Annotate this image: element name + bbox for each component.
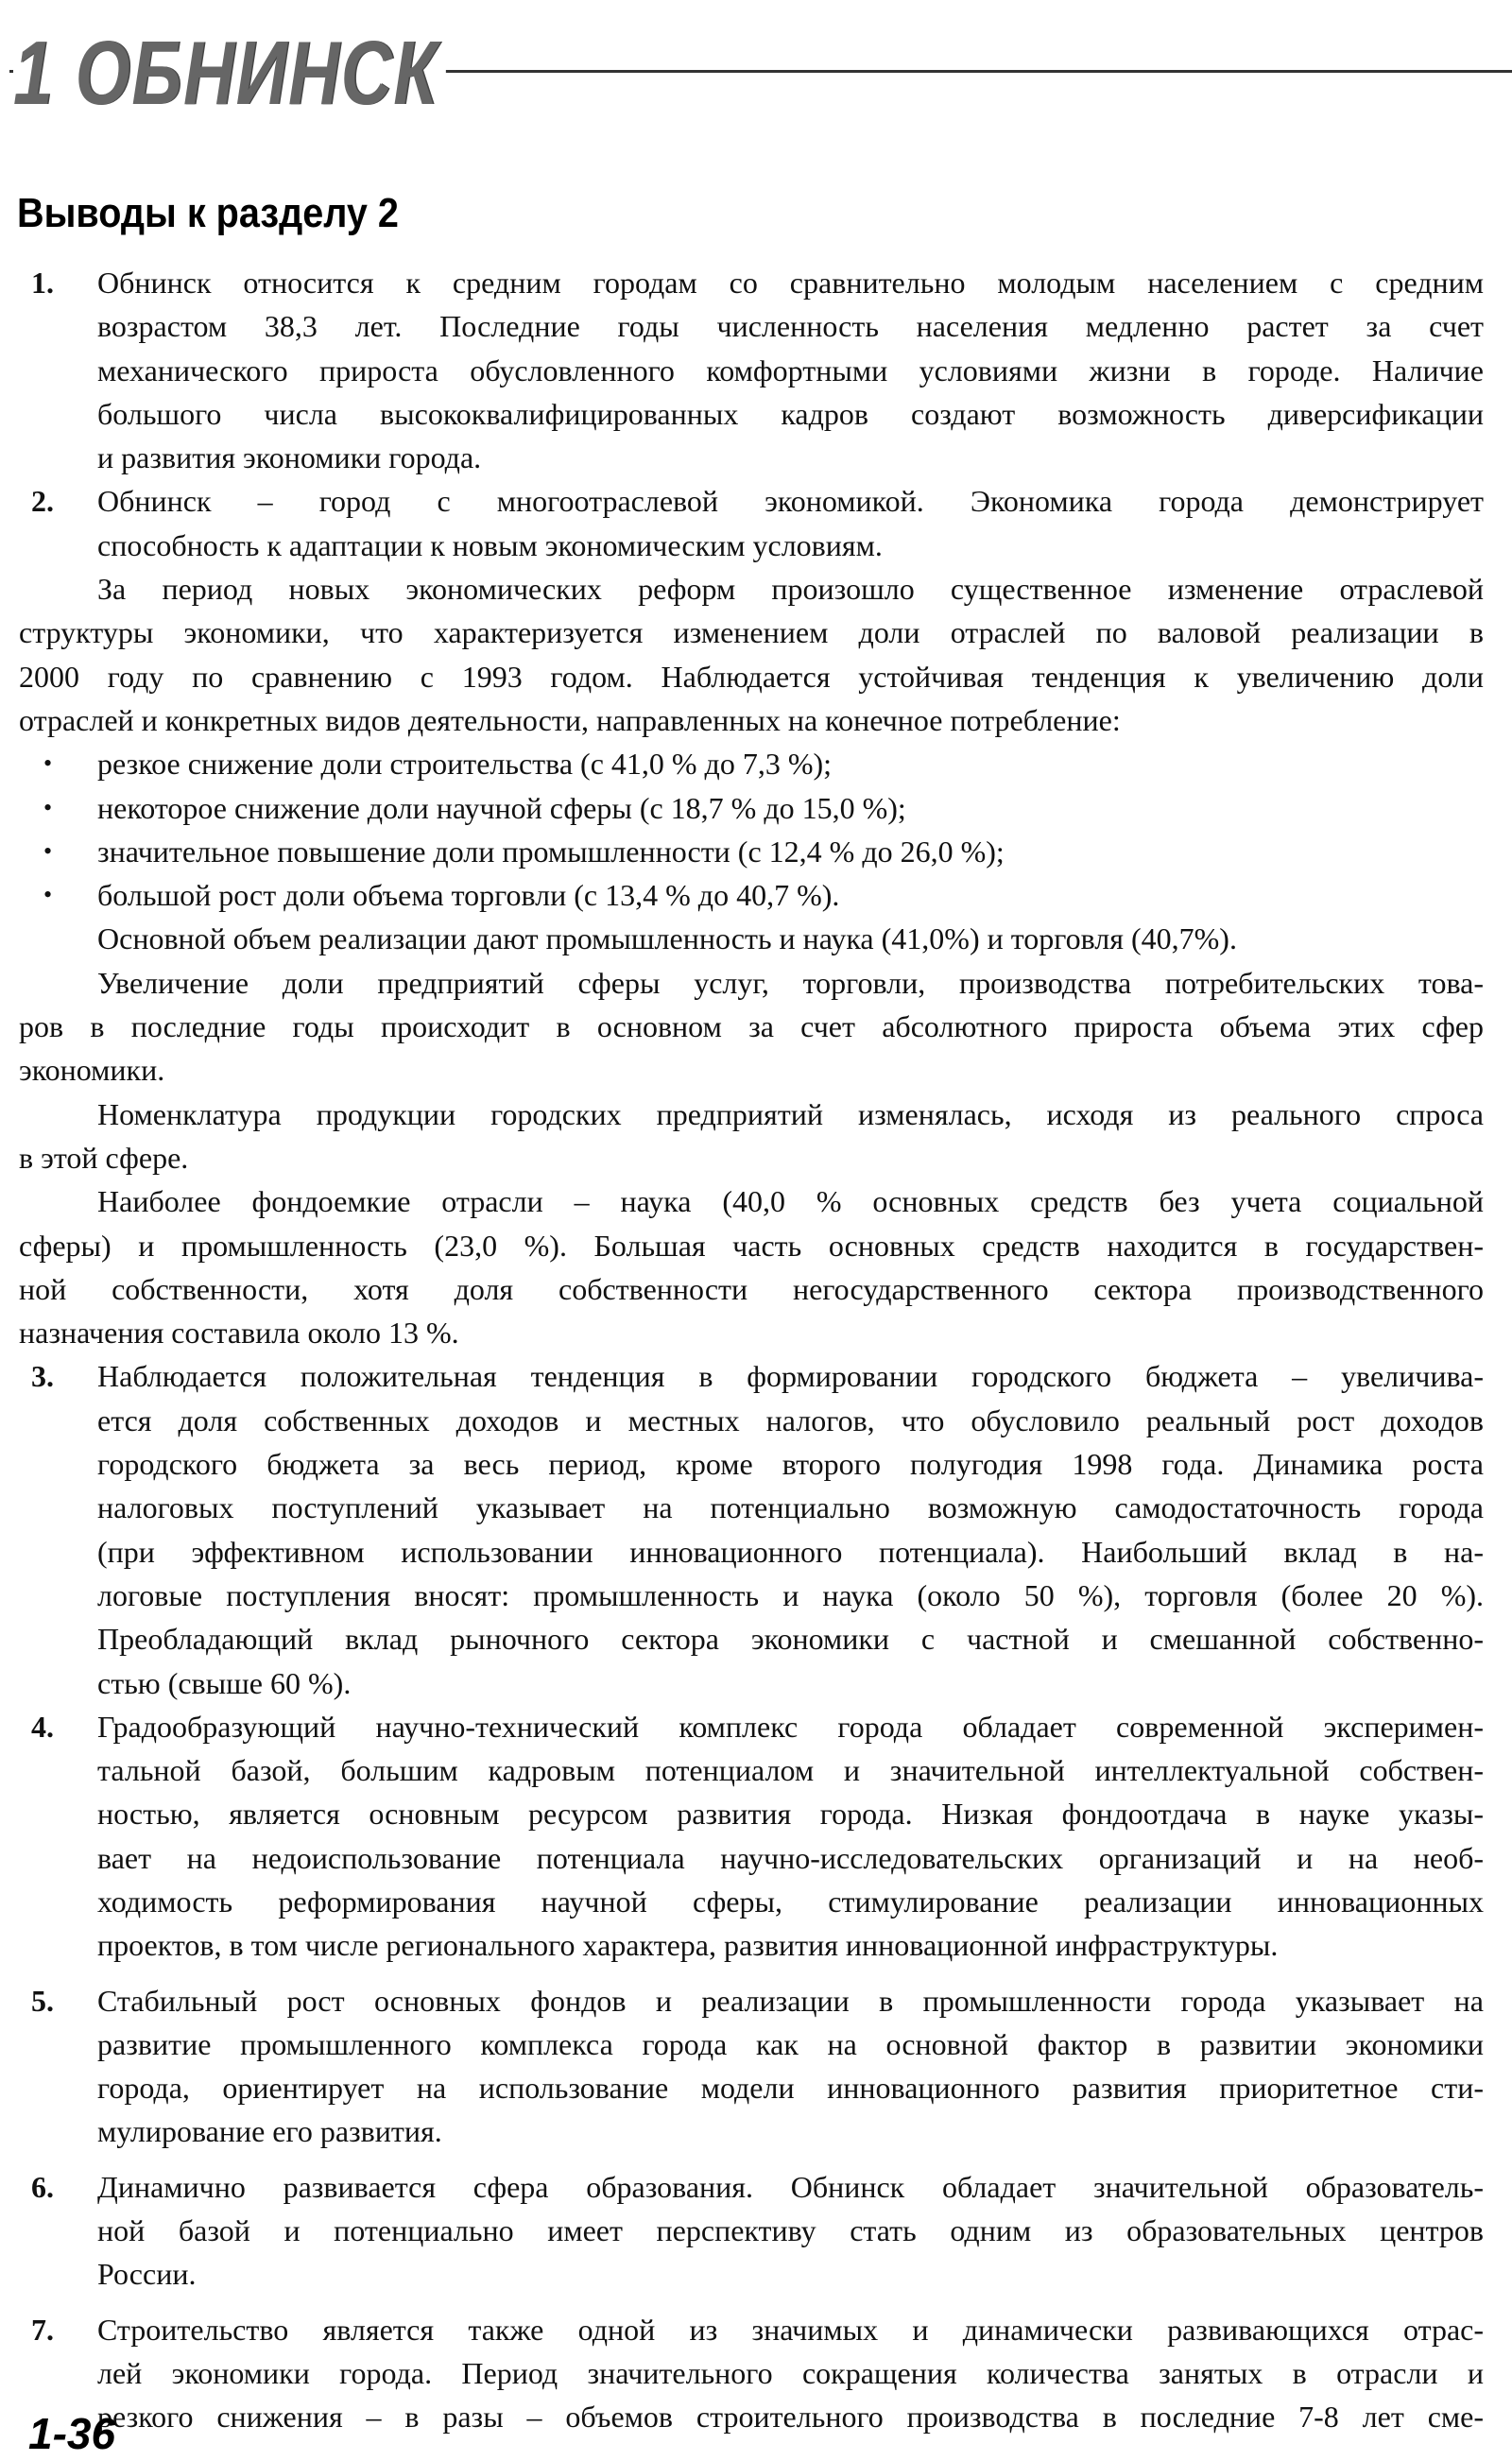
text-line: тальной базой, большим кадровым потенциалом и значительной интеллектуальной собствен- xyxy=(97,1753,1484,1788)
text-line: резкое снижение доли строительства (с 41,0 % до 7,3 %); xyxy=(97,747,833,782)
bullet-item xyxy=(0,830,1484,873)
text-line: Градообразующий научно-технический комплекс города обладает современной эксперимен- xyxy=(97,1709,1484,1744)
section-title: Выводы к разделу 2 xyxy=(17,190,399,236)
text-line: резкого снижения – в разы – объемов строительного производства в последние 7-8 лет сме- xyxy=(97,2400,1484,2435)
numbered-item xyxy=(0,479,1484,567)
text-line: сферы) и промышленность (23,0 %). Большая часть основных средств находится в государствен- xyxy=(19,1228,1484,1263)
bullet-item xyxy=(0,742,1484,785)
bullet-icon: • xyxy=(43,793,53,821)
text-line: ной базой и потенциально имеет перспективу стать одним из образовательных центров xyxy=(97,2213,1484,2248)
text-line: налоговых поступлений указывает на потенциально возможную самодостаточность города xyxy=(97,1490,1484,1525)
paragraph xyxy=(0,1093,1484,1180)
numbered-item xyxy=(0,2308,1484,2439)
text-line: механического прироста обусловленного комфортными условиями жизни в городе. Наличие xyxy=(97,353,1484,387)
item-number: 7. xyxy=(31,2312,54,2347)
bullet-icon: • xyxy=(43,836,53,865)
running-header-title: 1 ОБНИНСК xyxy=(13,26,446,121)
paragraph xyxy=(0,1179,1484,1354)
item-number: 4. xyxy=(31,1709,54,1744)
bullet-item xyxy=(0,873,1484,917)
text-line: ной собственности, хотя доля собственности негосударственного сектора производственного xyxy=(19,1271,1484,1306)
text-line: развитие промышленного комплекса города как на основной фактор в развитии экономики xyxy=(97,2026,1484,2061)
item-number: 1. xyxy=(31,266,54,300)
text-line: ется доля собственных доходов и местных налогов, что обусловило реальный рост доходов xyxy=(97,1403,1484,1437)
page-number: 1-36 xyxy=(28,2409,116,2458)
text-line: ходимость реформирования научной сферы, стимулирование реализации инновационных xyxy=(97,1884,1484,1919)
text-line: 2000 году по сравнению с 1993 годом. Наблюдается устойчивая тенденция к увеличению доли xyxy=(19,659,1484,694)
item-number: 3. xyxy=(31,1359,54,1394)
text-line: вает на недоиспользование потенциала научно-исследовательских организаций и на необ- xyxy=(97,1840,1484,1875)
paragraph xyxy=(0,567,1484,742)
paragraph xyxy=(0,961,1484,1093)
text-line: Обнинск относится к средним городам со сравнительно молодым населением с средним xyxy=(97,266,1484,300)
text-line: лей экономики города. Период значительного сокращения количества занятых в отрасли и xyxy=(97,2355,1484,2390)
text-line: логовые поступления вносят: промышленность и наука (около 50 %), торговля (более 20 %). xyxy=(97,1577,1484,1612)
text-line: города, ориентирует на использование модели инновационного развития приоритетное сти- xyxy=(97,2071,1484,2106)
text-line: Строительство является также одной из значимых и динамически развивающихся отрас- xyxy=(97,2312,1484,2347)
text-line: экономики. xyxy=(19,1053,165,1088)
paragraph xyxy=(0,917,1484,960)
text-line: назначения составила около 13 %. xyxy=(19,1316,459,1351)
text-line: Динамично развивается сфера образования. Обнинск обладает значительной образователь- xyxy=(97,2169,1484,2204)
bullet-item xyxy=(0,786,1484,830)
text-line: в этой сфере. xyxy=(19,1140,189,1175)
text-line: Основной объем реализации дают промышленность и наука (41,0%) и торговля (40,7%). xyxy=(97,921,1237,956)
numbered-item xyxy=(0,261,1484,479)
numbered-item xyxy=(0,1979,1484,2154)
text-line: способность к адаптации к новым экономическим условиям. xyxy=(97,527,883,562)
text-line: значительное повышение доли промышленности (с 12,4 % до 26,0 %); xyxy=(97,834,1005,869)
text-line: Увеличение доли предприятий сферы услуг, торговли, производства потребительских това- xyxy=(97,965,1484,1000)
text-line: большой рост доли объема торговли (с 13,4 % до 40,7 %). xyxy=(97,878,840,913)
bullet-icon: • xyxy=(43,881,53,909)
text-line: Стабильный рост основных фондов и реализации в промышленности города указывает на xyxy=(97,1983,1484,2018)
text-line: городского бюджета за весь период, кроме второго полугодия 1998 года. Динамика роста xyxy=(97,1447,1484,1482)
item-number: 6. xyxy=(31,2169,54,2204)
text-line: Номенклатура продукции городских предприятий изменялась, исходя из реального спроса xyxy=(97,1096,1484,1131)
text-line: стью (свыше 60 %). xyxy=(97,1665,352,1700)
text-line: Наблюдается положительная тенденция в формировании городского бюджета – увеличива- xyxy=(97,1359,1484,1394)
text-line: мулирование его развития. xyxy=(97,2114,442,2149)
text-line: За период новых экономических реформ произошло существенное изменение отраслевой xyxy=(97,572,1484,607)
text-line: большого числа высококвалифицированных кадров создают возможность диверсификации xyxy=(97,396,1484,431)
text-line: структуры экономики, что характеризуется изменением доли отраслей по валовой реализации в xyxy=(19,615,1484,650)
text-line: Наиболее фондоемкие отрасли – наука (40,0 % основных средств без учета социальной xyxy=(97,1184,1484,1219)
text-line: возрастом 38,3 лет. Последние годы численность населения медленно растет за счет xyxy=(97,309,1484,344)
text-line: проектов, в том числе регионального характера, развития инновационной инфраструктуры. xyxy=(97,1928,1279,1963)
item-number: 2. xyxy=(31,484,54,519)
text-line: отраслей и конкретных видов деятельности, направленных на конечное потребление: xyxy=(19,702,1121,737)
text-line: (при эффективном использовании инновационного потенциала). Наибольший вклад в на- xyxy=(97,1534,1484,1569)
numbered-item xyxy=(0,2165,1484,2297)
numbered-item xyxy=(0,1354,1484,1704)
text-line: и развития экономики города. xyxy=(97,440,482,475)
bullet-icon: • xyxy=(43,749,53,778)
text-line: Преобладающий вклад рыночного сектора экономики с частной и смешанной собственно- xyxy=(97,1622,1484,1657)
document-body xyxy=(0,261,1512,2439)
text-line: Обнинск – город с многоотраслевой экономикой. Экономика города демонстрирует xyxy=(97,484,1484,519)
item-number: 5. xyxy=(31,1983,54,2018)
text-line: России. xyxy=(97,2257,197,2292)
text-line: некоторое снижение доли научной сферы (с 18,7 % до 15,0 %); xyxy=(97,790,906,825)
numbered-item xyxy=(0,1705,1484,1968)
text-line: ностью, является основным ресурсом развития города. Низкая фондоотдача в науке указы- xyxy=(97,1797,1484,1832)
text-line: ров в последние годы происходит в основном за счет абсолютного прироста объема этих сфер xyxy=(19,1009,1484,1044)
